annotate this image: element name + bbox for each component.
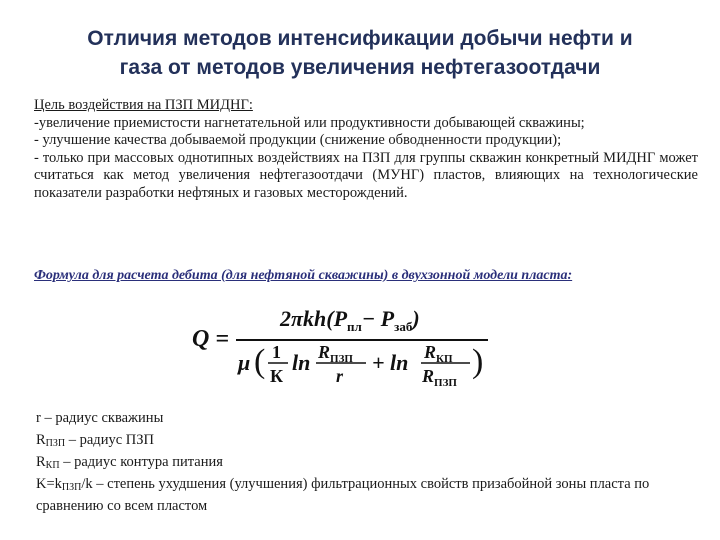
formula-k: К xyxy=(270,366,284,386)
goal-heading: Цель воздействия на ПЗП МИДНГ: xyxy=(34,97,253,113)
formula-ln-1: ln xyxy=(292,350,311,375)
formula-r-pzp-1: $R_{ПЗП}$ xyxy=(318,342,353,365)
variable-definitions xyxy=(36,407,700,517)
formula-r-small: r xyxy=(336,366,344,386)
formula-numerator: $2\pi kh(P_{пл}- P_{заб})$ xyxy=(280,306,420,334)
title-line-2: газа от методов увеличения нефтегазоотдачи xyxy=(119,56,601,79)
formula-r-pzp-2: $R_{ПЗП}$ xyxy=(422,366,457,386)
flow-rate-formula xyxy=(192,296,492,386)
formula-mu: μ xyxy=(238,350,251,375)
def-k: $K=k_{ПЗП}/k$ – степень ухудшения (улучшения) фильтрационных свойств призабойной зоны пласта по сравнению со всем пластом xyxy=(36,476,650,514)
slide-title xyxy=(40,24,680,82)
goal-item-mass-treatment: - только при массовых однотипных воздействиях на ПЗП для группы скважин конкретный МИДНГ может считаться как метод увеличения нефтегазоотдачи (МУНГ) пластов, влияющих на технологические показатели разработки нефтяных и газовых месторождений. xyxy=(34,149,698,201)
formula-plus-ln: + ln xyxy=(372,350,409,375)
goal-section xyxy=(34,97,698,202)
def-r-pzp: $R_{ПЗП}$ – радиус ПЗП xyxy=(36,432,154,449)
formula-r-kp: $R_{КП}$ xyxy=(424,342,453,365)
left-paren: ( xyxy=(254,343,266,380)
formula-lhs: Q = xyxy=(192,326,230,352)
right-paren: ) xyxy=(472,343,484,380)
title-line-1: Отличия методов интенсификации добычи нефти и xyxy=(87,27,633,50)
def-r: r – радиус скважины xyxy=(36,410,164,426)
def-r-kp: $R_{КП}$ – радиус контура питания xyxy=(36,454,223,471)
goal-item-injectivity: -увеличение приемистости нагнетательной или продуктивности добывающей скважины; xyxy=(34,114,585,131)
formula-caption: Формула для расчета дебита (для нефтяной скважины) в двухзонной модели пласта: xyxy=(34,268,573,283)
goal-item-quality: - улучшение качества добываемой продукции (снижение обводненности продукции); xyxy=(34,132,562,148)
formula-one: 1 xyxy=(272,342,281,362)
